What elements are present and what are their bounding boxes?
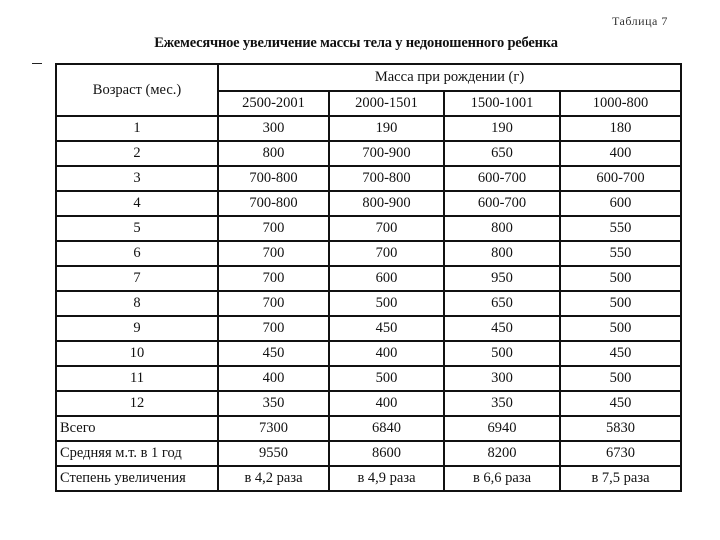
value-cell: 500 [560, 316, 681, 341]
value-cell: 450 [560, 341, 681, 366]
value-cell: 350 [218, 391, 329, 416]
summary-value-cell: 6730 [560, 441, 681, 466]
column-header: 2500-2001 [218, 91, 329, 116]
summary-value-cell: 6840 [329, 416, 444, 441]
table-row [56, 241, 681, 266]
month-cell: 8 [56, 291, 218, 316]
value-cell: 300 [444, 366, 560, 391]
table-title: Ежемесячное увеличение массы тела у недоношенного ребенка [154, 35, 558, 51]
value-cell: 800 [218, 141, 329, 166]
table-row [56, 366, 681, 391]
table-row [56, 116, 681, 141]
summary-value-cell: в 7,5 раза [560, 466, 681, 491]
age-column-header: Возраст (мес.) [56, 64, 218, 116]
table-row [56, 341, 681, 366]
weight-gain-table [55, 63, 682, 492]
summary-value-cell: 6940 [444, 416, 560, 441]
summary-value-cell: в 4,9 раза [329, 466, 444, 491]
value-cell: 400 [560, 141, 681, 166]
value-cell: 800 [444, 216, 560, 241]
summary-value-cell: в 6,6 раза [444, 466, 560, 491]
value-cell: 700 [218, 316, 329, 341]
month-cell: 4 [56, 191, 218, 216]
value-cell: 600 [560, 191, 681, 216]
value-cell: 700-900 [329, 141, 444, 166]
column-header: 2000-1501 [329, 91, 444, 116]
value-cell: 450 [218, 341, 329, 366]
value-cell: 450 [444, 316, 560, 341]
value-cell: 800-900 [329, 191, 444, 216]
summary-value-cell: 8200 [444, 441, 560, 466]
column-header: 1000-800 [560, 91, 681, 116]
month-cell: 7 [56, 266, 218, 291]
value-cell: 700 [329, 241, 444, 266]
table-row [56, 216, 681, 241]
value-cell: 800 [444, 241, 560, 266]
value-cell: 550 [560, 216, 681, 241]
month-cell: 3 [56, 166, 218, 191]
value-cell: 700 [218, 216, 329, 241]
month-cell: 12 [56, 391, 218, 416]
value-cell: 500 [560, 291, 681, 316]
value-cell: 700 [218, 266, 329, 291]
value-cell: 350 [444, 391, 560, 416]
value-cell: 190 [444, 116, 560, 141]
value-cell: 300 [218, 116, 329, 141]
value-cell: 650 [444, 291, 560, 316]
month-cell: 9 [56, 316, 218, 341]
margin-mark [32, 63, 42, 64]
summary-row [56, 416, 681, 441]
value-cell: 700-800 [218, 191, 329, 216]
value-cell: 400 [329, 341, 444, 366]
value-cell: 500 [560, 266, 681, 291]
value-cell: 600 [329, 266, 444, 291]
value-cell: 400 [329, 391, 444, 416]
value-cell: 180 [560, 116, 681, 141]
value-cell: 700 [329, 216, 444, 241]
value-cell: 600-700 [444, 166, 560, 191]
summary-value-cell: 7300 [218, 416, 329, 441]
value-cell: 950 [444, 266, 560, 291]
value-cell: 500 [444, 341, 560, 366]
month-cell: 10 [56, 341, 218, 366]
table-row [56, 191, 681, 216]
month-cell: 1 [56, 116, 218, 141]
value-cell: 500 [560, 366, 681, 391]
summary-row [56, 466, 681, 491]
summary-row [56, 441, 681, 466]
table-row [56, 141, 681, 166]
month-cell: 5 [56, 216, 218, 241]
summary-value-cell: 8600 [329, 441, 444, 466]
summary-label-cell: Всего [56, 416, 218, 441]
summary-value-cell: в 4,2 раза [218, 466, 329, 491]
value-cell: 600-700 [444, 191, 560, 216]
value-cell: 190 [329, 116, 444, 141]
table-row [56, 291, 681, 316]
month-cell: 11 [56, 366, 218, 391]
value-cell: 700 [218, 291, 329, 316]
month-cell: 6 [56, 241, 218, 266]
value-cell: 700-800 [329, 166, 444, 191]
summary-label-cell: Средняя м.т. в 1 год [56, 441, 218, 466]
value-cell: 450 [560, 391, 681, 416]
value-cell: 500 [329, 366, 444, 391]
month-cell: 2 [56, 141, 218, 166]
birth-weight-group-header: Масса при рождении (г) [218, 64, 681, 91]
summary-value-cell: 5830 [560, 416, 681, 441]
table-row [56, 391, 681, 416]
header-row-group [56, 64, 681, 91]
table-row [56, 166, 681, 191]
column-header: 1500-1001 [444, 91, 560, 116]
value-cell: 450 [329, 316, 444, 341]
value-cell: 650 [444, 141, 560, 166]
value-cell: 700-800 [218, 166, 329, 191]
table-row [56, 316, 681, 341]
value-cell: 600-700 [560, 166, 681, 191]
summary-label-cell: Степень увеличения [56, 466, 218, 491]
value-cell: 700 [218, 241, 329, 266]
value-cell: 500 [329, 291, 444, 316]
table-body [56, 116, 681, 491]
table-number-label: Таблица 7 [612, 14, 668, 28]
value-cell: 400 [218, 366, 329, 391]
table-row [56, 266, 681, 291]
value-cell: 550 [560, 241, 681, 266]
summary-value-cell: 9550 [218, 441, 329, 466]
